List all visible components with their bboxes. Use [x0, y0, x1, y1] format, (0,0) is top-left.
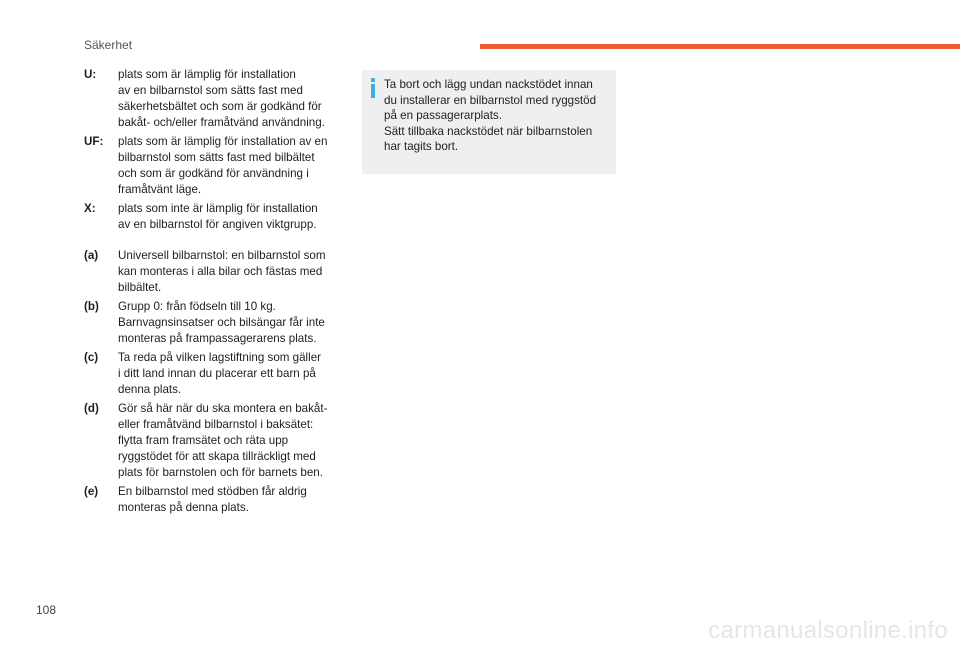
footnote-text: Gör så här när du ska montera en bakåt- eller framåtvänd bilbarnstol i baksätet: flytta fram framsätet och räta upp ryggstödet för att skapa tillräckligt med plats för barnstolen och för barnets ben.	[118, 402, 328, 479]
footnote-key: (e)	[84, 485, 99, 498]
section-accent-bar	[480, 44, 960, 49]
footnote-key: (d)	[84, 402, 99, 415]
info-note-box	[362, 70, 616, 174]
legend-key: X:	[84, 202, 96, 215]
footnote-entry	[84, 484, 344, 516]
footnote-text: Ta reda på vilken lagstiftning som gäller i ditt land innan du placerar ett barn på denna plats.	[118, 351, 321, 396]
footnote-entry	[84, 401, 344, 481]
legend-column	[84, 67, 344, 519]
footnote-key: (b)	[84, 300, 99, 313]
legend-entry	[84, 134, 344, 198]
legend-key: UF:	[84, 135, 104, 148]
legend-text: plats som är lämplig för installation av en bilbarnstol som sätts fast med bilbältet och som är godkänd för användning i framåtvänt läge.	[118, 135, 328, 196]
section-title: Säkerhet	[84, 38, 133, 52]
footnote-text: Universell bilbarnstol: en bilbarnstol som kan monteras i alla bilar och fästas med bilbältet.	[118, 249, 326, 294]
footnote-key: (c)	[84, 351, 99, 364]
footnote-entry	[84, 248, 344, 296]
legend-key: U:	[84, 68, 97, 81]
footnote-text: En bilbarnstol med stödben får aldrig monteras på denna plats.	[118, 485, 307, 514]
legend-entry	[84, 201, 344, 233]
spacer	[84, 236, 344, 248]
info-icon-dot	[371, 78, 375, 82]
info-icon-stem	[371, 84, 375, 98]
legend-text: plats som är lämplig för installation av en bilbarnstol som sätts fast med säkerhetsbältet och som är godkänd för bakåt- och/eller framåtvänd användning.	[118, 68, 325, 129]
footnote-key: (a)	[84, 249, 99, 262]
watermark: carmanualsonline.info	[708, 617, 948, 644]
info-icon	[370, 78, 376, 98]
footnote-text: Grupp 0: från födseln till 10 kg. Barnvagnsinsatser och bilsängar får inte monteras på frampassagerarens plats.	[118, 300, 325, 345]
info-note-text: Ta bort och lägg undan nackstödet innan du installerar en bilbarnstol med ryggstöd på en passagerarplats. Sätt tillbaka nackstödet när bilbarnstolen har tagits bort.	[384, 78, 597, 153]
legend-text: plats som inte är lämplig för installation av en bilbarnstol för angiven viktgrupp.	[118, 202, 318, 231]
footnote-entry	[84, 299, 344, 347]
footnote-entry	[84, 350, 344, 398]
legend-entry	[84, 67, 344, 131]
page-number: 108	[36, 603, 57, 617]
